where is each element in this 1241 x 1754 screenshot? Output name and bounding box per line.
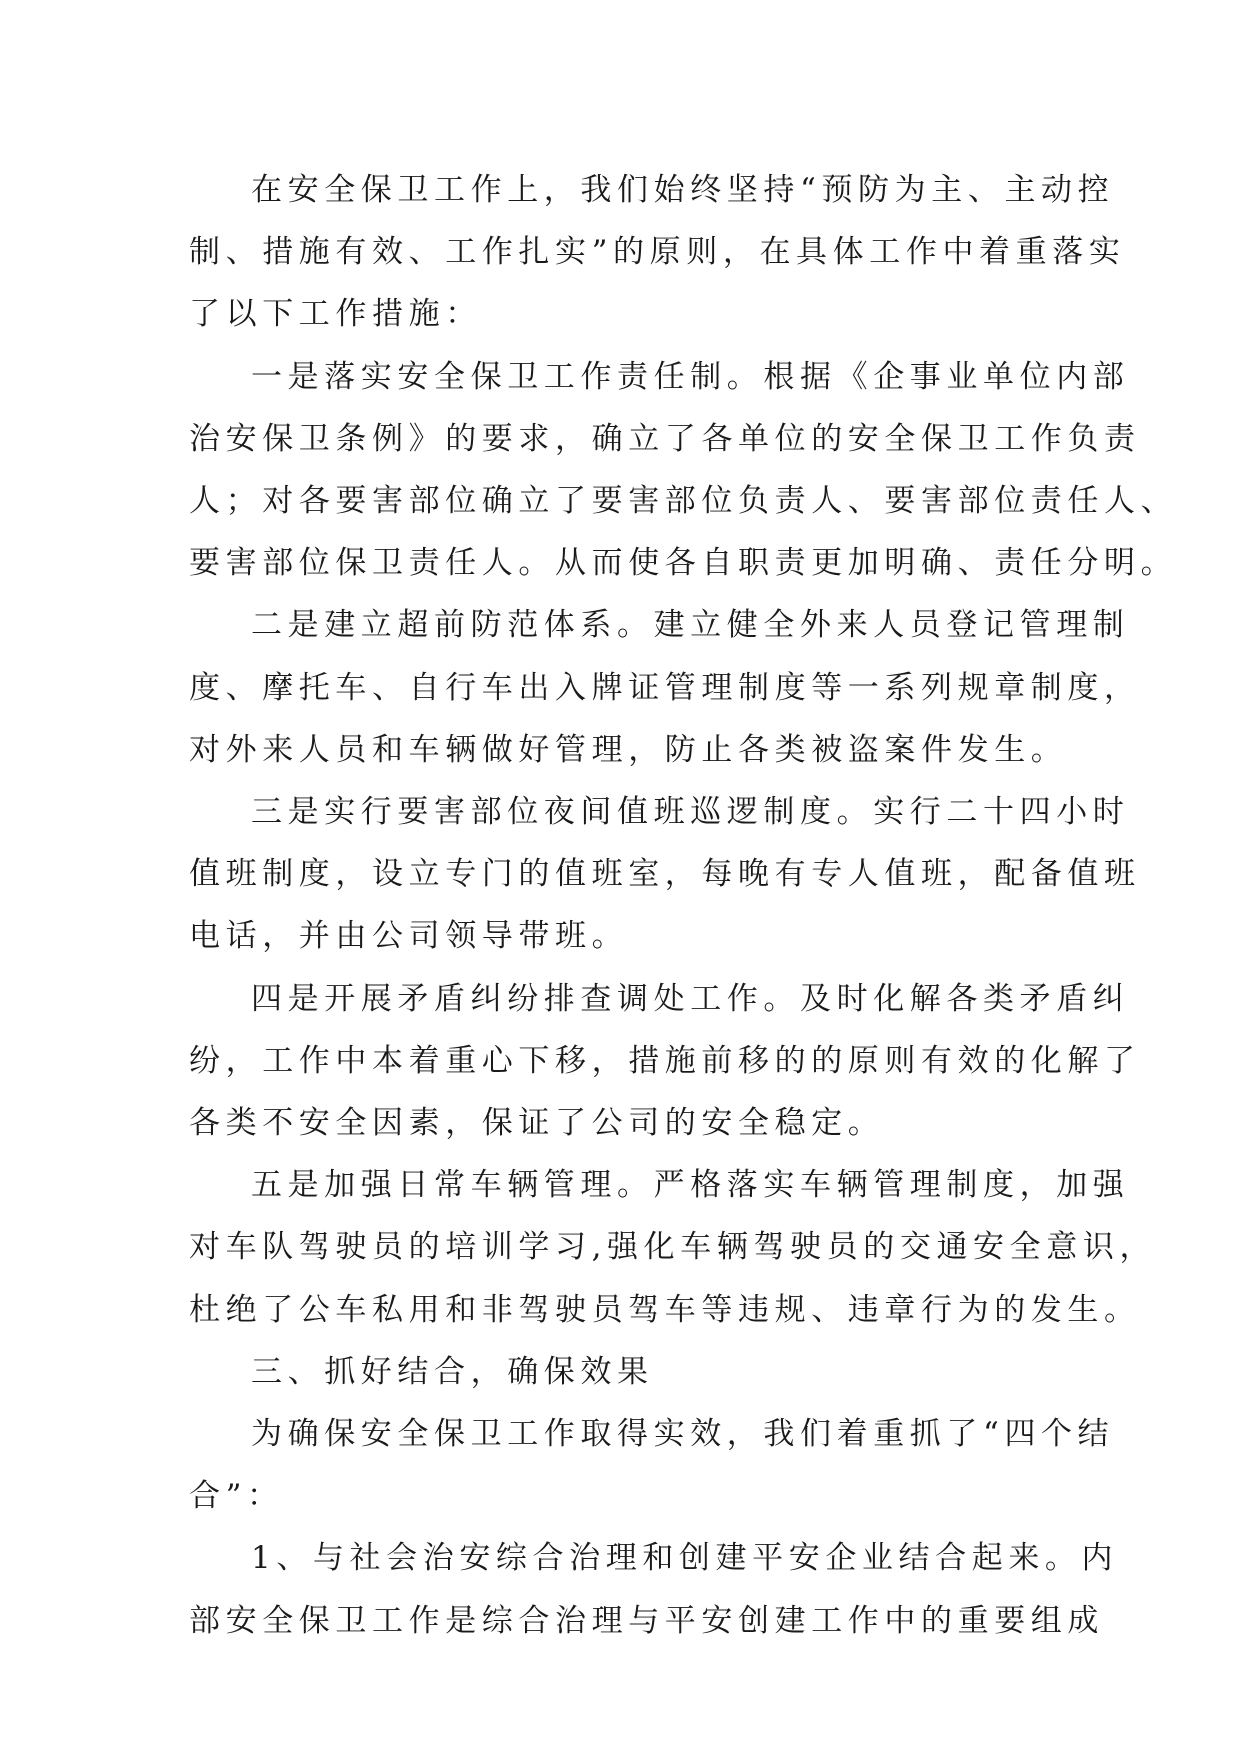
text-line: 纷，工作中本着重心下移，措施前移的的原则有效的化解了: [189, 1042, 1141, 1079]
paragraph-measure-3: [189, 781, 1141, 968]
text-line: 二是建立超前防范体系。建立健全外来人员登记管理制: [251, 607, 1130, 644]
text-line: 为确保安全保卫工作取得实效，我们着重抓了“四个结: [251, 1416, 1115, 1453]
text-line: 治安保卫条例》的要求，确立了各单位的安全保卫工作负责: [189, 420, 1141, 457]
text-line: 对车队驾驶员的培训学习,强化车辆驾驶员的交通安全意识，: [189, 1229, 1157, 1266]
section-heading: [189, 1341, 1069, 1403]
text-line: 五是加强日常车辆管理。严格落实车辆管理制度，加强: [251, 1167, 1130, 1204]
text-line: 要害部位保卫责任人。从而使各自职责更加明确、责任分明。: [189, 545, 1178, 582]
paragraph-measure-5: [189, 1154, 1157, 1341]
text-line: 三是实行要害部位夜间值班巡逻制度。实行二十四小时: [251, 794, 1130, 831]
text-line: 在安全保卫工作上，我们始终坚持“预防为主、主动控: [251, 172, 1115, 208]
paragraph-measure-4: [189, 968, 1141, 1155]
paragraph-combination-1: [189, 1527, 1119, 1651]
text-line: 制、措施有效、工作扎实”的原则，在具体工作中着重落实: [189, 234, 1126, 271]
text-line: 合”：: [189, 1478, 284, 1515]
paragraph-measure-1: [189, 346, 1178, 595]
text-line: 电话，并由公司领导带班。: [189, 918, 629, 955]
text-line: 四是开展矛盾纠纷排查调处工作。及时化解各类矛盾纠: [251, 980, 1130, 1017]
text-line: 三、抓好结合，确保效果: [251, 1353, 654, 1390]
text-line: 对外来人员和车辆做好管理，防止各类被盗案件发生。: [189, 731, 1068, 768]
document-body: [189, 159, 1178, 1652]
text-line: 度、摩托车、自行车出入牌证管理制度等一系列规章制度，: [189, 669, 1141, 706]
text-line: 杜绝了公车私用和非驾驶员驾车等违规、违章行为的发生。: [189, 1291, 1141, 1328]
paragraph-security-principles: [189, 159, 1126, 346]
text-line: 一是落实安全保卫工作责任制。根据《企事业单位内部: [251, 358, 1130, 395]
text-line: 人；对各要害部位确立了要害部位负责人、要害部位责任人、: [189, 483, 1178, 520]
text-line: 值班制度，设立专门的值班室，每晚有专人值班，配备值班: [189, 856, 1141, 893]
text-line: 了以下工作措施：: [189, 296, 482, 333]
text-line: 各类不安全因素，保证了公司的安全稳定。: [189, 1105, 885, 1142]
text-line: 部安全保卫工作是综合治理与平安创建工作中的重要组成: [189, 1602, 1104, 1639]
paragraph-four-combinations: [189, 1403, 1115, 1527]
paragraph-measure-2: [189, 594, 1141, 781]
text-line: 1、与社会治安综合治理和创建平安企业结合起来。内: [251, 1540, 1119, 1577]
